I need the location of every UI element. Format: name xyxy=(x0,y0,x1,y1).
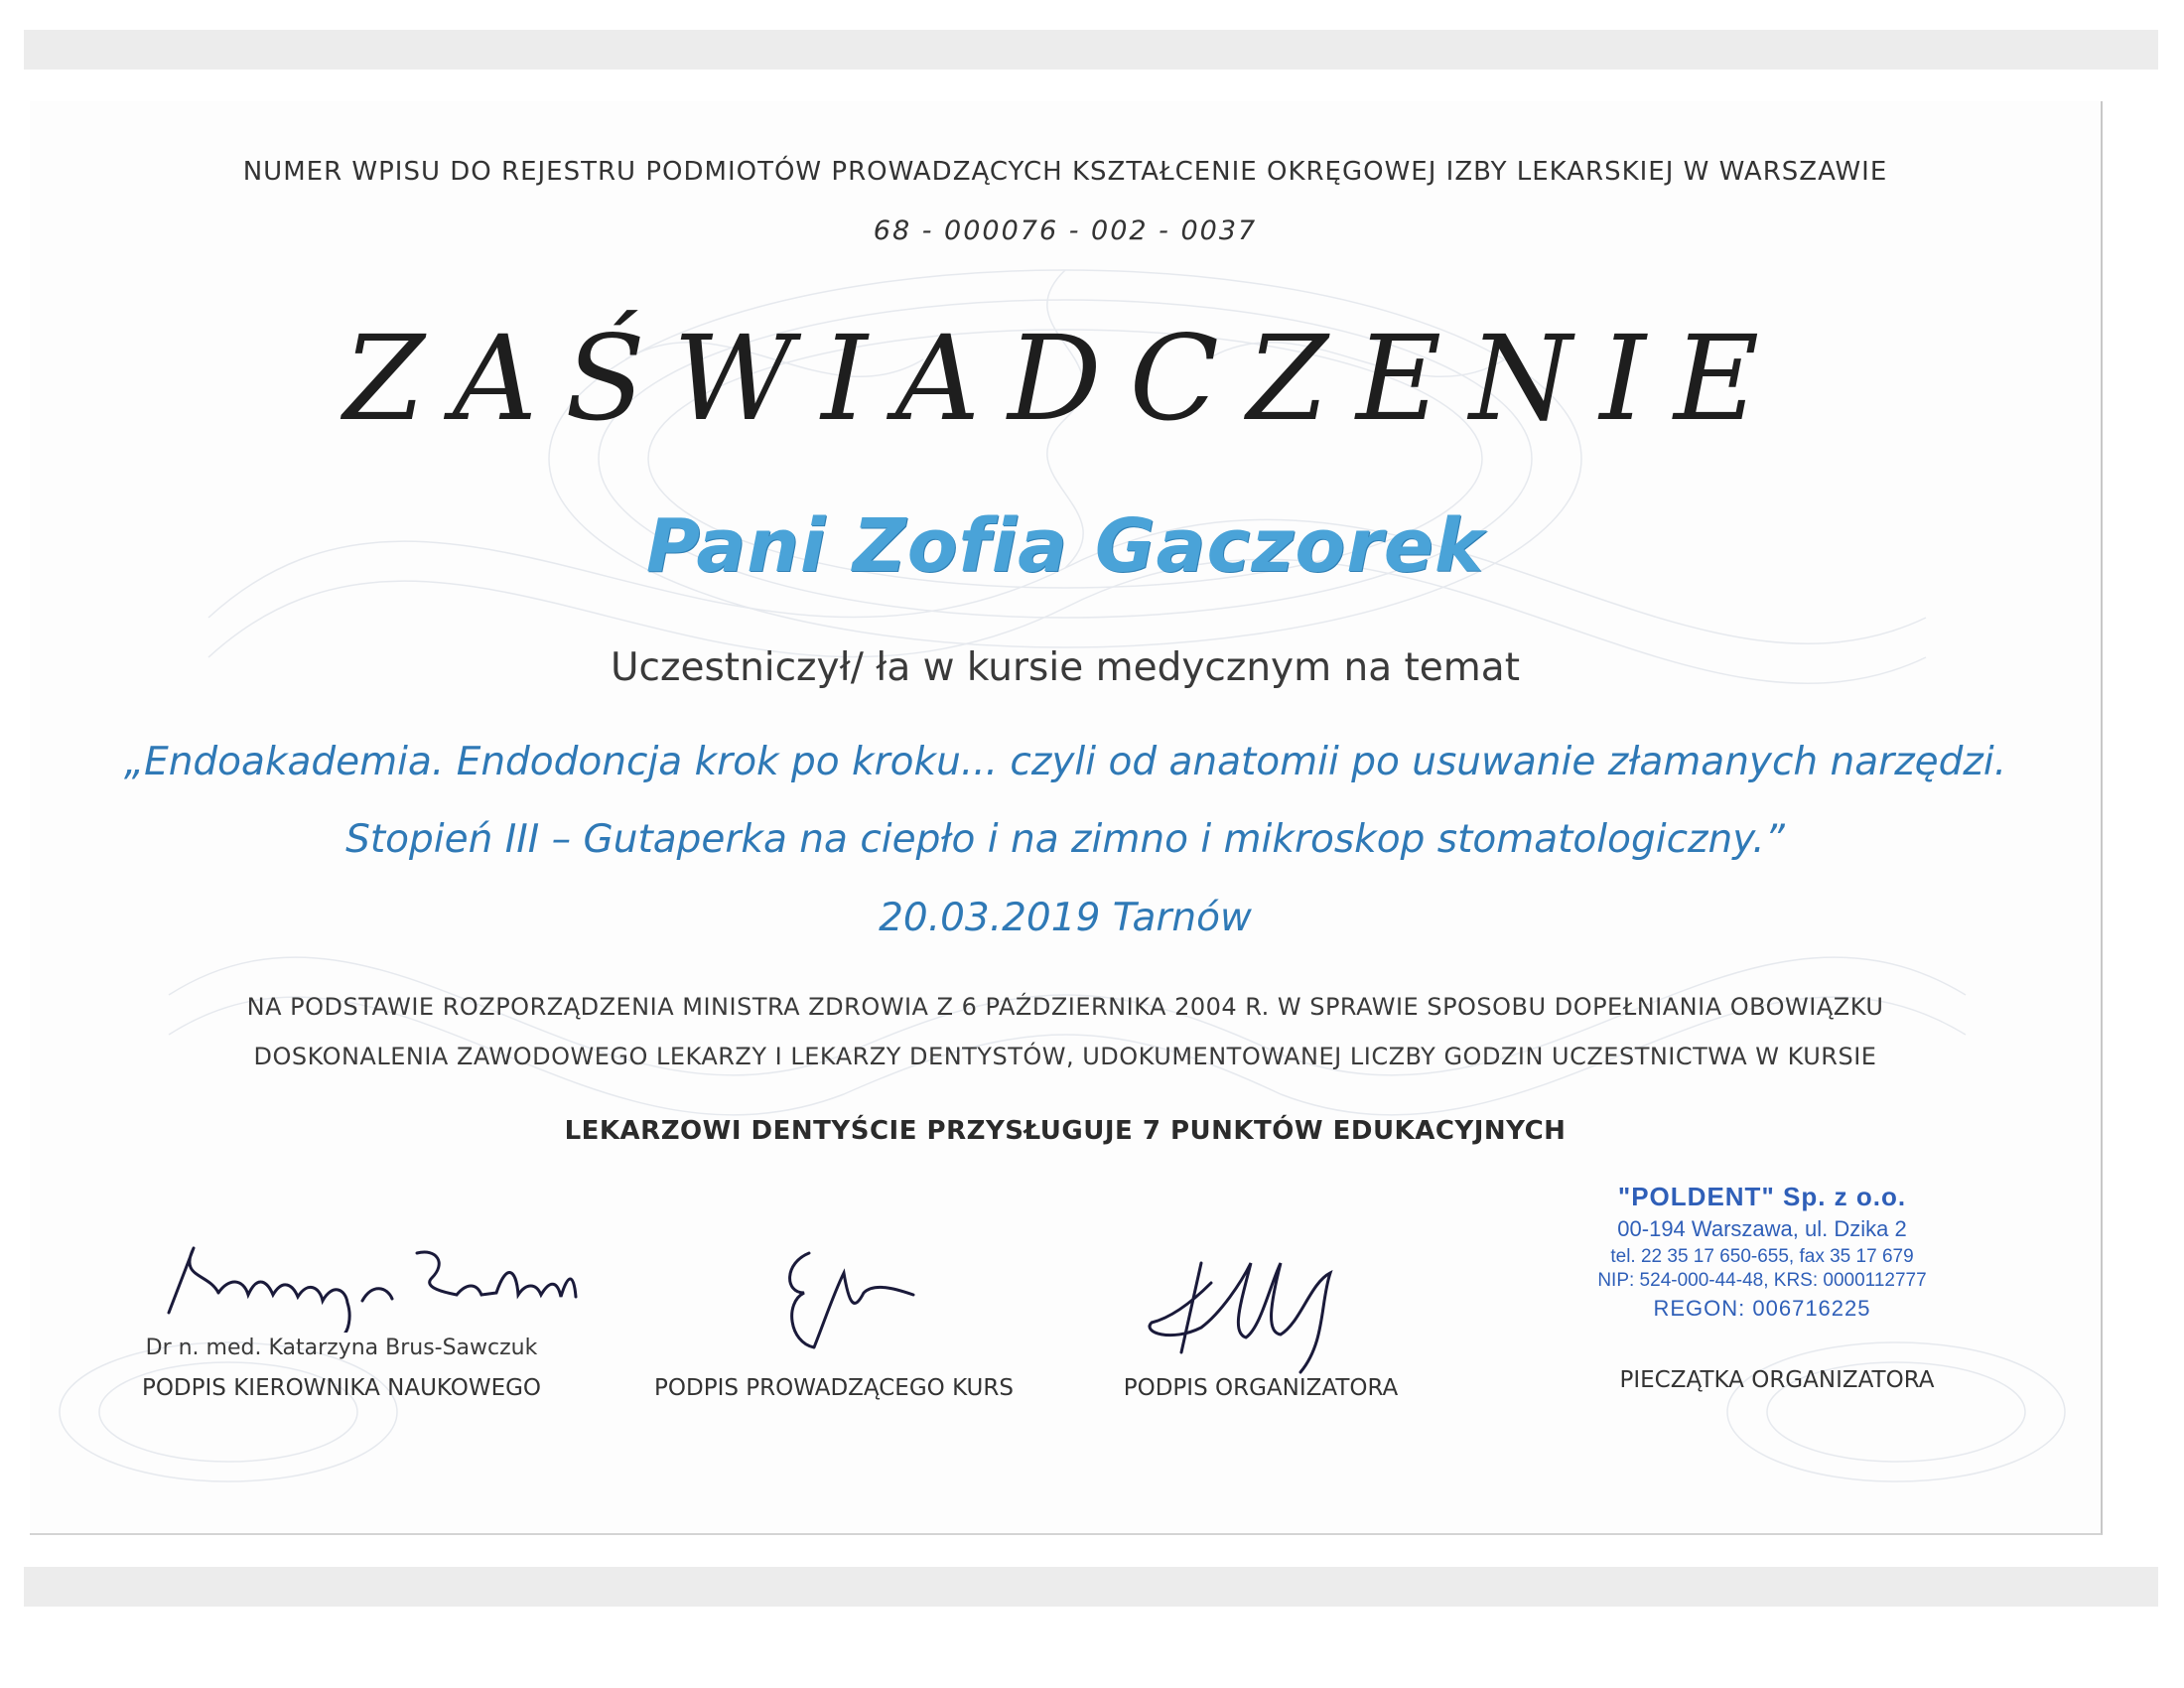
course-leader-signature xyxy=(754,1233,953,1362)
registry-number: 68 - 000076 - 002 - 0037 xyxy=(873,215,1258,246)
stamp-regon: REGON: 006716225 xyxy=(1653,1296,1871,1321)
participation-statement: Uczestniczył/ ła w kursie medycznym na temat xyxy=(611,645,1520,690)
document-title: ZAŚWIADCZENIE xyxy=(342,310,1788,447)
course-date-place: 20.03.2019 Tarnów xyxy=(879,896,1252,940)
legal-basis-line-2: DOSKONALENIA ZAWODOWEGO LEKARZY I LEKARZY DENTYSTÓW, UDOKUMENTOWANEJ LICZBY GODZIN UCZESTNICTWA W KURSIE xyxy=(253,1043,1877,1070)
stamp-tax-ids: NIP: 524-000-44-48, KRS: 0000112777 xyxy=(1597,1270,1927,1291)
organizer-label: PODPIS ORGANIZATORA xyxy=(1123,1375,1399,1401)
scan-margin-bottom xyxy=(24,1567,2158,1607)
education-points: LEKARZOWI DENTYŚCIE PRZYSŁUGUJE 7 PUNKTÓW EDUKACYJNYCH xyxy=(564,1116,1567,1146)
stamp-phone: tel. 22 35 17 650-655, fax 35 17 679 xyxy=(1610,1246,1914,1267)
organizer-signature xyxy=(1132,1243,1380,1382)
stamp-company: "POLDENT" Sp. z o.o. xyxy=(1617,1182,1907,1211)
course-title-line-1: „Endoakademia. Endodoncja krok po kroku... czyli od anatomii po usuwanie złamanych narzędzi. xyxy=(123,740,2007,784)
scan-margin-top xyxy=(24,30,2158,70)
certificate-paper xyxy=(30,101,2103,1535)
scientific-director-signature xyxy=(149,1223,586,1333)
recipient-name: Pani Zofia Gaczorek xyxy=(645,503,1485,589)
stamp-address: 00-194 Warszawa, ul. Dzika 2 xyxy=(1617,1216,1907,1241)
scientific-director-label: PODPIS KIEROWNIKA NAUKOWEGO xyxy=(141,1375,542,1401)
stamp-label: PIECZĄTKA ORGANIZATORA xyxy=(1619,1367,1935,1393)
scientific-director-name: Dr n. med. Katarzyna Brus-Sawczuk xyxy=(145,1336,538,1360)
legal-basis-line-1: NA PODSTAWIE ROZPORZĄDZENIA MINISTRA ZDROWIA Z 6 PAŹDZIERNIKA 2004 R. W SPRAWIE SPOSOBU DOPEŁNIANIA OBOWIĄZKU xyxy=(246,993,1884,1021)
course-leader-label: PODPIS PROWADZĄCEGO KURS xyxy=(654,1375,1014,1401)
registry-header: NUMER WPISU DO REJESTRU PODMIOTÓW PROWADZĄCYCH KSZTAŁCENIE OKRĘGOWEJ IZBY LEKARSKIEJ W WARSZAWIE xyxy=(242,157,1888,187)
course-title-line-2: Stopień III – Gutaperka na ciepło i na zimno i mikroskop stomatologiczny.” xyxy=(345,817,1785,862)
organizer-stamp xyxy=(1573,1182,1951,1322)
